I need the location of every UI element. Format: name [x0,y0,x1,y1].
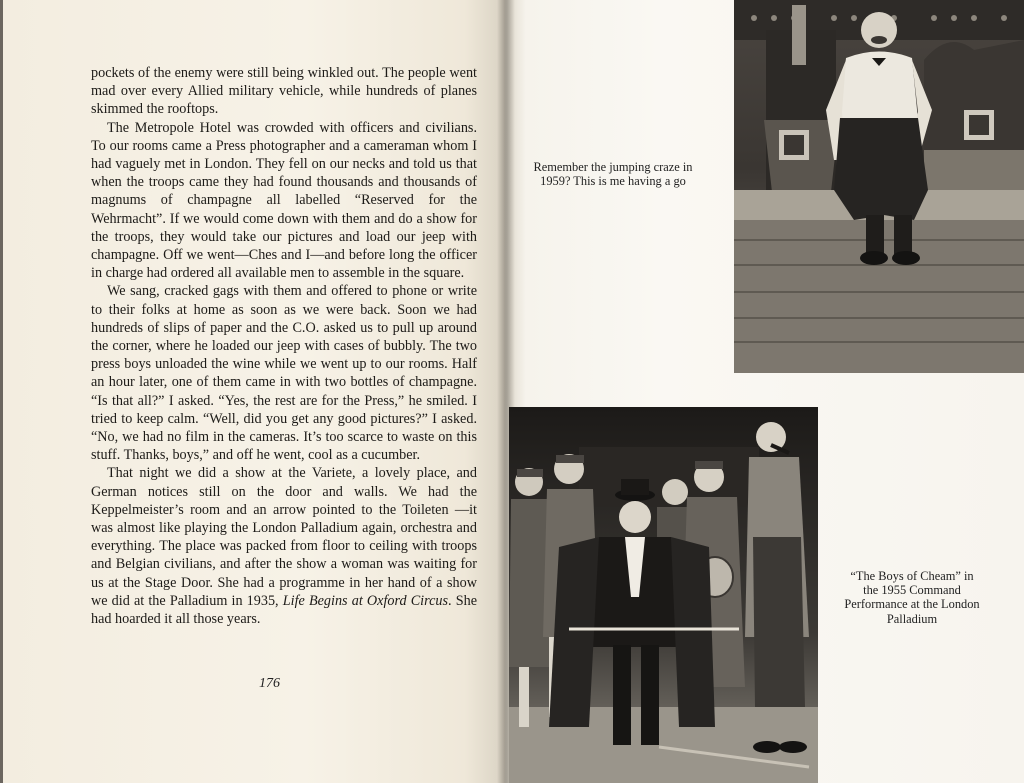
page-number: 176 [259,676,280,691]
paragraph-4-text-before: That night we did a show at the Variete, a lovely place, and German notices still on the door and walls. We had the Keppelmeister’s room and an arrow pointed to the Toileten —it was almost like playing the London Palladium again, orchestra and everything. The place was packed from floor to ceiling with troops and Belgian civilians, and after the show a woman was waiting for us at the Stage Door. She had a programme in her hand of a show we did at the Palladium in 1935, [91,465,477,609]
paragraph-2: The Metropole Hotel was crowded with officers and civilians. To our rooms came a Press photographer and a cameraman whom I had vaguely met in London. They fell on our necks and told us that when the troops came they had found thousands and thousands of magnums of champagne all labelled “Reserved for the Wehrmacht”. If we would come down with them and do a show for the troops, they would take our pictures and load our jeep with champagne. Off we went—Ches and I—and before long the officer in charge had ordered all available men to assemble in the square. [91,119,477,282]
caption-boys-of-cheam: “The Boys of Cheam” in the 1955 Command Performance at the London Palladium [844,569,980,626]
photo-boys-of-cheam [509,407,818,783]
show-title-italic: Life Begins at Oxford Circus [282,592,449,609]
paragraph-4 [91,464,477,628]
body-text [91,64,477,628]
paragraph-4-text-after: . She had hoarded it all those years. [91,592,478,628]
left-page [0,0,505,783]
paragraph-1: pockets of the enemy were still being winkled out. The people went mad over every Allied military vehicle, while hundreds of planes skimmed the rooftops. [91,65,477,118]
caption-jumping: Remember the jumping craze in 1959? This is me having a go [533,160,693,189]
photo-jumping-performer [734,0,1024,373]
paragraph-3: We sang, cracked gags with them and offered to phone or write to their folks at home as soon as we were back. Soon we had hundreds of slips of paper and the C.O. asked us to pull up around the corner, where he loaded our jeep with cases of bubbly. The two press boys unloaded the wine while we went up to our rooms. Half an hour later, one of them came in with two bottles of champagne. “Is that all?” I asked. “Yes, the rest are for the Press,” he smiled. I tried to keep calm. “Well, did you get any good pictures?” I asked. “No, we had no film in the cameras. It’s too scarce to waste on this stuff. Thanks, boys,” and off he went, cool as a cucumber. [91,283,477,464]
